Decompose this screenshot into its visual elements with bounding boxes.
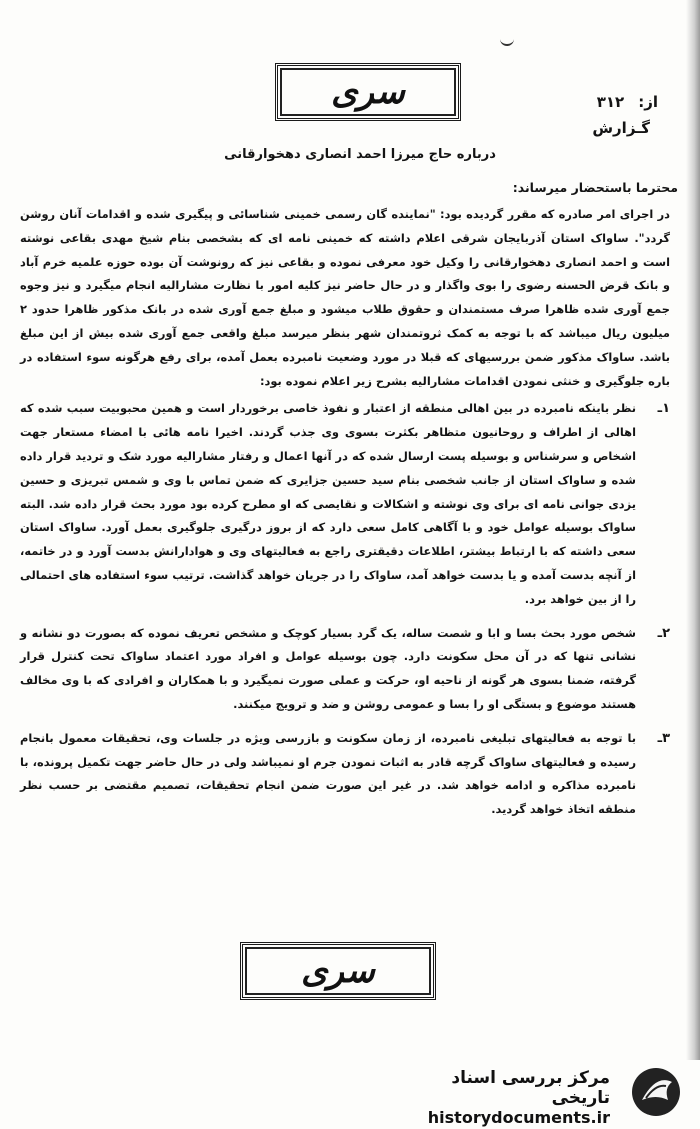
secret-stamp-bottom: سری (240, 942, 436, 1000)
item-2-text: شخص مورد بحث بسا و ابا و شصت ساله، یک گرد بسیار کوچک و مشخص تعریف نموده که بصورت دو نشانه و نشانی تنها که در آن محل سکونت دارد. چون بوسیله عوامل و افراد مورد اعتماد ساواک تحت کنترل قرار گرفته، ضمنا بسوی هر گونه از ناحیه او، حرکت و عملی صورت نمیگیرد و با همکاران و افرادی که با وی مخالف هستند موضوع و بستگی او را بسا و عمومی روشن و ضد و ترویج میکنند. (20, 625, 636, 711)
intro-paragraph: در اجرای امر صادره که مقرر گردیده بود: "نماینده گان رسمی خمینی شناسائی و پیگیری شده و اقدامات آنان روشن گردد". ساواک استان آذربایجان شرقی اعلام داشته که خمینی نامه ای که بشخصی بنام شیخ مهدی بقاعی نوشته است و احمد انصاری دهخوارقانی را وکیل خود معرفی نموده و بقاعی نیز که رونوشت آن بوده حوزه علمیه خرم آباد و بانک قرض الحسنه رضوی را بوی واگذار و در حال حاضر نیز کلیه امور با نظارت مشارالیه انجام میگیرد و نیز وجوه جمع آوری شده ظاهرا صرف مستمندان و حقوق طلاب میشود و مبلغ جمع آوری شده در بانک مذکور ظاهرا حدود ۲ میلیون ریال میباشد که با توجه به کمک ثروتمندان شهر بنظر میرسد مبلغ واقعی جمع آوری شده بیش از این مبلغ باشد. ساواک مذکور ضمن بررسیهای که قبلا در مورد وضعیت نامبرده بعمل آمده، برای رفع هرگونه سوء استفاده در باره جلوگیری و خنثی نمودن اقدامات مشارالیه بشرح زیر اعلام نموده بود: (20, 207, 670, 388)
secret-stamp-top: سری (275, 63, 461, 121)
watermark-url: historydocuments.ir (427, 1108, 610, 1127)
scroll-logo-icon (628, 1066, 684, 1118)
salutation: محترما باستحضار میرساند: (512, 180, 678, 195)
from-label: از: (638, 93, 658, 111)
ink-mark (500, 36, 514, 46)
report-label: گـزارش (592, 119, 650, 137)
document-number: ۳۱۲ (596, 93, 625, 111)
item-2 (20, 622, 670, 717)
page-edge-shadow (686, 0, 700, 1060)
item-3-text: با توجه به فعالیتهای تبلیغی نامبرده، از زمان سکونت و بازرسی ویژه در جلسات وی، تحقیقات معمول بانجام رسیده و فعالیتهای ساواک گرچه قادر به اثبات نمودن جرم او نمیباشد ولی در حال حاضر جهت تکمیل پرونده، با نامبرده مذاکره و ادامه خواهد شد. در غیر این صورت ضمن انجام تحقیقات، تصمیم مقتضی بر حسب نظر منطقه اتخاذ خواهد گردید. (20, 730, 636, 817)
item-2-number: ۲ـ (657, 625, 670, 641)
item-1 (20, 397, 670, 611)
item-1-text: نظر باینکه نامبرده در بین اهالی منطقه از اعتبار و نفوذ خاصی برخوردار است و همین محبوبیت سبب شده که اهالی از اطراف و روحانیون متظاهر بکثرت بسوی وی جذب گردند. اخیرا نامه هائی با امضاء مستعار جهت اشخاص و سرشناس و بوسیله پست ارسال شده که در آنها اعمال و رفتار مشارالیه مورد شک و تردید قرار داده شده و ساواک استان از جانب شخصی بنام سید حسین جزایری که ضمن تماس با وی و شمس تبریزی و حسین یزدی جوانی نامه ای برای وی نوشته و اشکالات و نقایصی که او مطرح کرده بود مورد بحث قرار داده شد. البته ساواک بوسیله عوامل خود و با آگاهی کامل سعی دارد که از بروز درگیری جلوگیری بعمل آورد. ساواک استان سعی داشته که با ارتباط بیشتر، اطلاعات دقیقتری راجع به فعالیتهای وی و هوادارانش بدست آورد و در خاتمه، از آنچه بدست آمده و یا بدست خواهد آمد، ساواک را در جریان خواهد گذاشت. ترتیب سوء استفاده های احتمالی را از بین خواهد برد. (20, 401, 636, 606)
item-3-number: ۳ـ (657, 730, 670, 746)
item-1-number: ۱ـ (657, 401, 670, 417)
item-3 (20, 727, 670, 822)
watermark (400, 1064, 690, 1127)
document-body (20, 203, 670, 822)
watermark-name: مرکز بررسی اسناد تاریخی (451, 1068, 610, 1108)
document-number-row (597, 93, 658, 111)
subject-line: درباره حاج میرزا احمد انصاری دهخوارقانی (224, 147, 496, 162)
